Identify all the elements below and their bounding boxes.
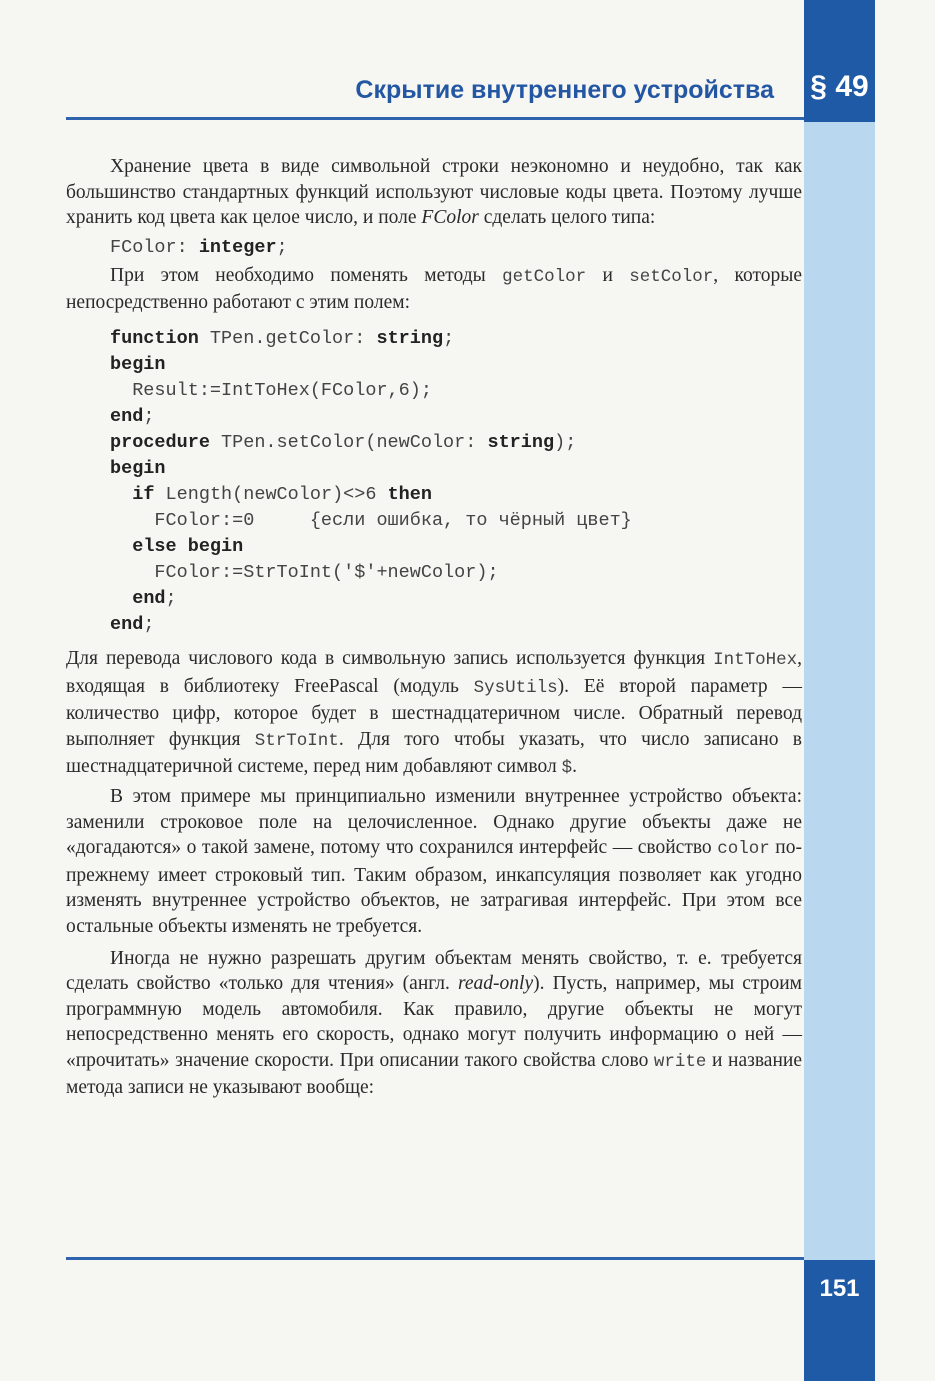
page-number: 151 <box>819 1275 860 1302</box>
code-line: function TPen.getColor: string; <box>110 327 455 349</box>
code-line: end; <box>110 405 155 427</box>
code-line: begin <box>110 457 166 479</box>
running-head-title: Скрытие внутреннего устройства <box>355 76 774 104</box>
paragraph-read-only: Иногда не нужно разрешать другим объектам менять свойство, т. е. требуется сделать свойство «только для чтения» (англ. read-only). Пусть, например, мы строим программную модель автомобиля. Как правило, другие объекты не могут непосредственно менять его скорость, однако могут получить информацию о ней — «прочитать» значение скорости. При описании такого свойства слово write и название метода записи не указывают вообще: <box>66 947 802 1099</box>
section-number: § 49 <box>810 70 869 103</box>
paragraph-color-storage: Хранение цвета в виде символьной строки неэкономно и неудобно, так как большинство стандартных функций используют числовые коды цвета. Поэтому лучше хранить код цвета как целое число, и поле FColor сделать целого типа: <box>66 156 802 229</box>
paragraph-encapsulation: В этом примере мы принципиально изменили внутреннее устройство объекта: заменили строковое поле на целочисленное. Однако другие объекты даже не «догадаются» о такой замене, потому что сохранился интерфейс — свойство color по-прежнему имеет строковый тип. Таким образом, инкапсуляция позволяет как угодно изменять внутреннее устройство объектов, не затрагивая интерфейс. При этом все остальные объекты изменять не требуется. <box>66 785 802 937</box>
field-declaration: FColor: integer; <box>110 236 288 258</box>
code-line: Result:=IntToHex(FColor,6); <box>110 379 432 401</box>
code-line: end; <box>132 587 177 609</box>
header-divider <box>66 117 804 120</box>
code-line: else begin <box>132 535 244 557</box>
method-getcolor: getColor <box>502 266 587 287</box>
code-line: procedure TPen.setColor(newColor: string); <box>110 431 577 453</box>
code-line: end; <box>110 613 155 635</box>
code-line: begin <box>110 353 166 375</box>
paragraph-conversion: Для перевода числового кода в символьную запись используется функция IntToHex, входящая в библиотеку FreePascal (модуль SysUtils). Её второй параметр — количество цифр, которое будет в шестнадцатеричном числе. Обратный перевод выполняет функция StrToInt. Для того чтобы указать, что число записано в шестнадцатеричной системе, перед ним добавляют символ $. <box>66 647 803 779</box>
code-line: FColor:=StrToInt('$'+newColor); <box>110 561 499 583</box>
code-listing <box>110 326 802 638</box>
footer-divider <box>66 1257 804 1260</box>
field-name: FColor <box>421 207 479 229</box>
page-body <box>66 154 802 1101</box>
page-side-band <box>804 0 875 1381</box>
code-line: FColor:=0 {если ошибка, то чёрный цвет} <box>110 509 632 531</box>
method-setcolor: setColor <box>629 266 714 287</box>
code-line: if Length(newColor)<>6 then <box>132 483 432 505</box>
paragraph-methods: При этом необходимо поменять методы getColor и setColor, которые непосредственно работают с этим полем: <box>66 264 803 314</box>
